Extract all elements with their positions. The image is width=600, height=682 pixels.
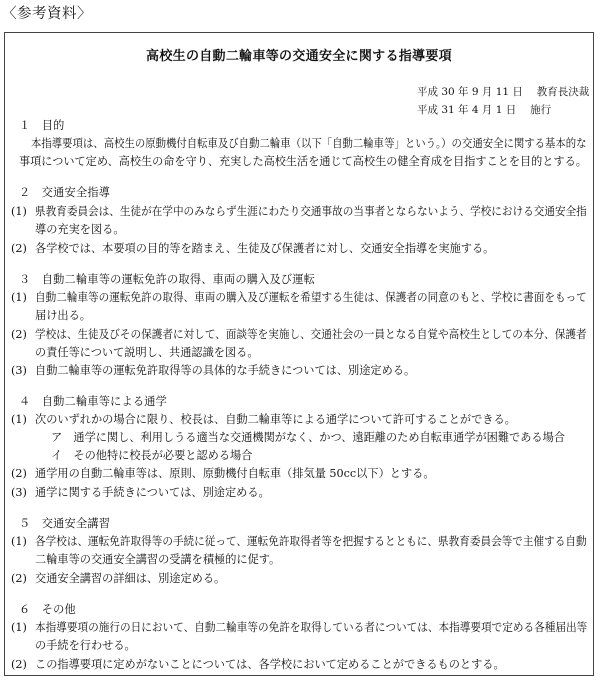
item-text-line: の手続を行わせる。 (35, 639, 136, 652)
item-text-line: 導の充実を図る。 (35, 223, 125, 236)
item-number: (3) (11, 364, 27, 377)
item-number: (1) (11, 205, 27, 218)
item-text-line: 自動二輪車等の運転免許の取得、車両の購入及び運転を希望する生徒は、保護者の同意のもと、学校に書面をもって (35, 291, 587, 304)
item-number: (1) (11, 621, 27, 634)
item-text-line: 次のいずれかの場合に限り、校長は、自動二輪車等による通学について許可することができる。 (35, 413, 516, 426)
item-text-line: 県教育委員会は、生徒が在学中のみならず生涯にわたり交通事故の当事者とならないよう、学校における交通安全指 (35, 205, 587, 218)
sub-item-a: ア 通学に関し、利用しうる適当な交通機関がなく、かつ、遠距離のため自転車通学が困難である場合 (51, 431, 565, 444)
item-text-line: 届け出る。 (35, 309, 91, 322)
item-number: (2) (11, 242, 27, 255)
section-2-heading: ２ 交通安全指導 (19, 186, 111, 199)
item-number: (1) (11, 291, 27, 304)
item-text-line: 通学用の自動二輪車等は、原則、原動機付自転車（排気量 50cc以下）とする。 (35, 467, 435, 480)
item-number: (2) (11, 572, 27, 585)
item-text-line: 本指導要項の施行の日において、自動二輪車等の免許を取得している者については、本指導要項で定める各種届出等 (35, 621, 588, 634)
item-text-line: 自動二輪車等の運転免許取得等の具体的な手続きについては、別途定める。 (35, 364, 416, 377)
item-text-line: 学校は、生徒及びその保護者に対して、面談等を実施し、交通社会の一員となる自覚や高校生としての本分、保護者 (35, 328, 587, 341)
item-text-line: 各学校は、運転免許取得等の手続に従って、運転免許取得者等を把握するとともに、県教育委員会等で主催する自動 (35, 535, 587, 548)
sub-item-i: イ その他特に校長が必要と認める場合 (51, 449, 253, 462)
item-text-line: 二輪車等の交通安全講習の受講を積極的に促す。 (35, 553, 281, 566)
item-number: (1) (11, 535, 27, 548)
item-text-line: 各学校では、本要項の目的等を踏まえ、生徒及び保護者に対し、交通安全指導を実施する。 (35, 242, 495, 255)
item-number: (2) (11, 467, 27, 480)
item-text-line: の責任等について説明し、共通認識を図る。 (35, 346, 259, 359)
section-5-heading: ５ 交通安全講習 (19, 517, 111, 530)
section-6-heading: ６ その他 (19, 603, 76, 616)
document-title: 高校生の自動二輪車等の交通安全に関する指導要項 (146, 49, 452, 64)
enforcement-date: 平成 31 年 4 月 1 日 施行 (417, 104, 552, 116)
item-number: (2) (11, 658, 27, 671)
document-frame (4, 32, 594, 676)
decision-date: 平成 30 年 9 月 11 日 教育長決裁 (417, 86, 590, 98)
item-number: (2) (11, 328, 27, 341)
section-3-heading: ３ 自動二輪車等の運転免許の取得、車両の購入及び運転 (19, 273, 316, 286)
section-4-heading: ４ 自動二輪車等による通学 (19, 395, 168, 408)
item-number: (3) (11, 486, 27, 499)
item-number: (1) (11, 413, 27, 426)
item-text-line: 交通安全講習の詳細は、別途定める。 (35, 572, 226, 585)
date-block (417, 83, 589, 119)
item-text-line: 通学に関する手続きについては、別途定める。 (35, 486, 270, 499)
section-1-heading: １ 目的 (19, 119, 65, 132)
reference-label: 〈参考資料〉 (2, 6, 92, 22)
item-text-line: この指導要項に定めがないことについては、各学校において定めることができるものとする。 (35, 658, 505, 671)
section-1-text-line: 本指導要項は、高校生の原動機付自転車及び自動二輪車（以下「自動二輪車等」という。）の交通安全に関する基本的な (31, 137, 587, 150)
section-1-text-line: 事項について定め、高校生の命を守り、充実した高校生活を通じて高校生の健全育成を目指すことを目的とする。 (19, 155, 587, 168)
